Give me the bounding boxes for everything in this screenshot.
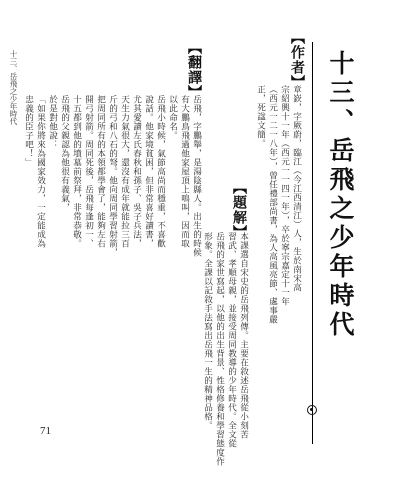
intro-line-2: 習武、孝順母親，並接受周同教導的少年時代。全文從 — [226, 232, 237, 448]
translation-line-10: 開弓射箭。周同死後，岳飛每逢初一、 — [83, 95, 94, 248]
chapter-title: 十三、岳飛之少年時代 — [326, 50, 355, 340]
intro-line-1: 本課選自宋史的岳飛列傳。主要在敘述岳飛從小刻苦 — [238, 232, 249, 439]
title-divider — [312, 42, 313, 444]
translation-line-9: 把周同所有的本領都學會了，能夠左右 — [95, 95, 106, 248]
author-line-2: 宗紹興十一年（西元一一四一年），卒於寧宗嘉定十一年 — [279, 85, 290, 306]
translation-line-4: 岳飛小時候，氣節高尚而穩重，不喜歡 — [155, 95, 166, 248]
translation-line-2: 有大鵬鳥飛過他家屋頂上鳴叫，因而取 — [179, 95, 190, 248]
translation-line-1: 岳飛，字鵬舉，是湯陰縣人。出生的時候 — [191, 95, 202, 257]
translation-line-14: 「如果你將來為國家效力，一定能成為 — [35, 95, 46, 248]
page-number: 71 — [40, 425, 51, 437]
author-line-1: 章嶔，字厥蔚，臨江（今江西清江）人，生於南宋高 — [291, 85, 302, 292]
running-head: 十三、岳飛之少年時代 — [9, 50, 18, 125]
translation-heading: 【翻譯】 — [186, 40, 202, 100]
translation-line-8: 斤的弓和八石的弩。他向周同學習射箭， — [107, 95, 118, 257]
author-line-4: 正，死諡文簡。 — [255, 85, 266, 148]
intro-line-4: 形象。全課以記敘手法寫出岳飛一生的精神品格。 — [202, 232, 213, 430]
translation-line-11: 十五都到他的墳墓前祭拜，非常恭敬。 — [71, 95, 82, 248]
intro-line-3: 岳飛的家世寫起，以他的出生背景、性格修養和學習態度作 — [214, 232, 225, 466]
circle-marker-icon — [307, 405, 317, 415]
translation-line-3: 以此命名。 — [167, 95, 178, 140]
translation-line-5: 說話。他家境貧困，但非常喜好讀書， — [143, 95, 154, 248]
translation-line-15: 忠義的臣子吧！」 — [23, 95, 34, 167]
translation-line-7: 天生力氣很大，還沒有成年就能拉三百 — [119, 95, 130, 248]
author-heading: 【作者】 — [289, 30, 305, 90]
intro-heading: 【題解】 — [231, 180, 247, 240]
translation-line-12: 岳飛的父親認為他很有義氣， — [59, 95, 70, 212]
translation-line-6: 尤其愛讀左氏春秋和孫子、吳子兵法， — [131, 95, 142, 248]
translation-line-13: 於是對他說： — [47, 95, 58, 149]
author-line-3: （西元一二一八年），曾任禮部尚書，為人高風亮節、處事嚴 — [267, 85, 278, 324]
